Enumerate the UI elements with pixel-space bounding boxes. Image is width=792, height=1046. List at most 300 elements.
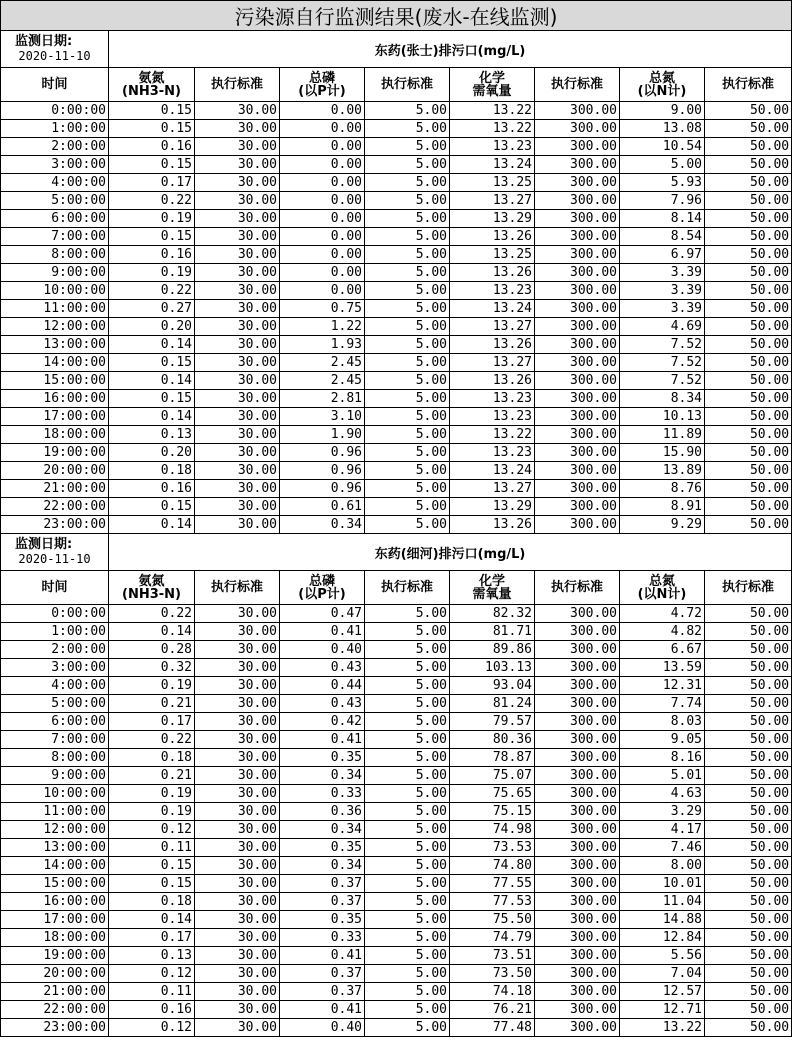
value-cell: 5.00 — [365, 659, 450, 677]
value-cell: 4.82 — [620, 623, 705, 641]
value-cell: 81.24 — [450, 695, 535, 713]
value-cell: 300.00 — [535, 623, 620, 641]
value-cell: 300.00 — [535, 192, 620, 210]
table-row — [1, 138, 792, 156]
value-cell: 30.00 — [195, 174, 280, 192]
value-cell: 13.29 — [450, 210, 535, 228]
value-cell: 30.00 — [195, 138, 280, 156]
value-cell: 300.00 — [535, 516, 620, 534]
time-cell: 22:00:00 — [1, 498, 109, 516]
value-cell: 30.00 — [195, 1001, 280, 1019]
value-cell: 0.00 — [280, 156, 365, 174]
time-cell: 4:00:00 — [1, 677, 109, 695]
table-row — [1, 749, 792, 767]
value-cell: 0.13 — [109, 947, 195, 965]
value-cell: 50.00 — [705, 282, 792, 300]
value-cell: 0.41 — [280, 623, 365, 641]
value-cell: 30.00 — [195, 965, 280, 983]
value-cell: 50.00 — [705, 659, 792, 677]
value-cell: 0.00 — [280, 102, 365, 120]
value-cell: 0.00 — [280, 228, 365, 246]
value-cell: 0.27 — [109, 300, 195, 318]
table-row — [1, 713, 792, 731]
time-cell: 21:00:00 — [1, 480, 109, 498]
value-cell: 5.00 — [365, 1019, 450, 1037]
value-cell: 50.00 — [705, 426, 792, 444]
value-cell: 5.00 — [365, 264, 450, 282]
value-cell: 0.61 — [280, 498, 365, 516]
value-cell: 13.22 — [450, 426, 535, 444]
value-cell: 30.00 — [195, 713, 280, 731]
value-cell: 0.12 — [109, 821, 195, 839]
column-header-line: 总氮 — [648, 573, 675, 589]
value-cell: 30.00 — [195, 264, 280, 282]
value-cell: 13.23 — [450, 390, 535, 408]
value-cell: 30.00 — [195, 300, 280, 318]
value-cell: 300.00 — [535, 713, 620, 731]
value-cell: 1.93 — [280, 336, 365, 354]
table-row — [1, 462, 792, 480]
value-cell: 30.00 — [195, 336, 280, 354]
value-cell: 4.69 — [620, 318, 705, 336]
value-cell: 5.00 — [365, 516, 450, 534]
value-cell: 13.27 — [450, 318, 535, 336]
value-cell: 7.52 — [620, 372, 705, 390]
table-row — [1, 120, 792, 138]
value-cell: 79.57 — [450, 713, 535, 731]
table-row — [1, 318, 792, 336]
time-cell: 1:00:00 — [1, 623, 109, 641]
value-cell: 5.00 — [365, 623, 450, 641]
value-cell: 30.00 — [195, 246, 280, 264]
table-row — [1, 210, 792, 228]
value-cell: 30.00 — [195, 156, 280, 174]
value-cell: 0.44 — [280, 677, 365, 695]
value-cell: 5.00 — [365, 318, 450, 336]
value-cell: 0.34 — [280, 767, 365, 785]
table-row — [1, 354, 792, 372]
value-cell: 0.16 — [109, 480, 195, 498]
time-cell: 11:00:00 — [1, 803, 109, 821]
value-cell: 50.00 — [705, 965, 792, 983]
value-cell: 5.00 — [365, 821, 450, 839]
value-cell: 13.26 — [450, 516, 535, 534]
time-cell: 15:00:00 — [1, 875, 109, 893]
value-cell: 5.00 — [365, 983, 450, 1001]
table-row — [1, 1019, 792, 1037]
table-row — [1, 893, 792, 911]
column-header — [280, 68, 365, 102]
value-cell: 50.00 — [705, 264, 792, 282]
value-cell: 300.00 — [535, 102, 620, 120]
outlet-name: 东药(张士)排污口(mg/L) — [109, 31, 792, 68]
column-header-line: (以N计) — [637, 586, 687, 602]
table-row — [1, 174, 792, 192]
value-cell: 50.00 — [705, 300, 792, 318]
value-cell: 300.00 — [535, 605, 620, 623]
column-header — [450, 571, 535, 605]
value-cell: 300.00 — [535, 300, 620, 318]
column-header-line: (NH3-N) — [122, 586, 181, 602]
value-cell: 89.86 — [450, 641, 535, 659]
column-header-line: 执行标准 — [210, 580, 263, 595]
value-cell: 5.00 — [365, 1001, 450, 1019]
value-cell: 50.00 — [705, 462, 792, 480]
time-cell: 6:00:00 — [1, 713, 109, 731]
value-cell: 75.50 — [450, 911, 535, 929]
value-cell: 0.19 — [109, 210, 195, 228]
value-cell: 8.03 — [620, 713, 705, 731]
table-row — [1, 641, 792, 659]
value-cell: 50.00 — [705, 390, 792, 408]
column-header-line: 总磷 — [308, 70, 335, 86]
value-cell: 0.42 — [280, 713, 365, 731]
column-header — [620, 571, 705, 605]
value-cell: 5.00 — [365, 929, 450, 947]
value-cell: 0.14 — [109, 623, 195, 641]
value-cell: 5.00 — [365, 498, 450, 516]
value-cell: 0.00 — [280, 174, 365, 192]
value-cell: 5.00 — [365, 947, 450, 965]
column-header-line: 化学 — [478, 573, 505, 589]
table-row — [1, 390, 792, 408]
value-cell: 300.00 — [535, 426, 620, 444]
column-header — [280, 571, 365, 605]
time-cell: 2:00:00 — [1, 138, 109, 156]
value-cell: 5.00 — [365, 102, 450, 120]
table-row — [1, 264, 792, 282]
value-cell: 8.76 — [620, 480, 705, 498]
value-cell: 0.22 — [109, 192, 195, 210]
value-cell: 30.00 — [195, 462, 280, 480]
value-cell: 74.18 — [450, 983, 535, 1001]
column-header-row — [1, 68, 792, 102]
table-row — [1, 192, 792, 210]
time-cell: 10:00:00 — [1, 785, 109, 803]
value-cell: 300.00 — [535, 480, 620, 498]
value-cell: 5.00 — [365, 354, 450, 372]
table-row — [1, 731, 792, 749]
value-cell: 0.20 — [109, 318, 195, 336]
value-cell: 50.00 — [705, 1019, 792, 1037]
table-row — [1, 695, 792, 713]
value-cell: 50.00 — [705, 246, 792, 264]
value-cell: 0.33 — [280, 929, 365, 947]
value-cell: 0.32 — [109, 659, 195, 677]
time-cell: 14:00:00 — [1, 857, 109, 875]
value-cell: 7.52 — [620, 354, 705, 372]
value-cell: 50.00 — [705, 228, 792, 246]
time-cell: 9:00:00 — [1, 264, 109, 282]
value-cell: 0.37 — [280, 875, 365, 893]
value-cell: 5.00 — [365, 839, 450, 857]
value-cell: 0.00 — [280, 192, 365, 210]
value-cell: 30.00 — [195, 641, 280, 659]
value-cell: 75.15 — [450, 803, 535, 821]
value-cell: 7.74 — [620, 695, 705, 713]
value-cell: 50.00 — [705, 767, 792, 785]
value-cell: 4.17 — [620, 821, 705, 839]
column-header — [365, 571, 450, 605]
value-cell: 30.00 — [195, 282, 280, 300]
value-cell: 0.41 — [280, 731, 365, 749]
value-cell: 80.36 — [450, 731, 535, 749]
value-cell: 5.93 — [620, 174, 705, 192]
value-cell: 30.00 — [195, 120, 280, 138]
value-cell: 300.00 — [535, 318, 620, 336]
value-cell: 0.40 — [280, 1019, 365, 1037]
value-cell: 74.79 — [450, 929, 535, 947]
column-header-line: 执行标准 — [722, 77, 775, 92]
column-header-line: 时间 — [41, 77, 68, 92]
value-cell: 50.00 — [705, 156, 792, 174]
table-row — [1, 767, 792, 785]
table-row — [1, 336, 792, 354]
value-cell: 5.00 — [365, 803, 450, 821]
value-cell: 8.34 — [620, 390, 705, 408]
value-cell: 50.00 — [705, 138, 792, 156]
value-cell: 0.41 — [280, 947, 365, 965]
value-cell: 300.00 — [535, 929, 620, 947]
date-label: 监测日期: — [15, 537, 73, 552]
value-cell: 50.00 — [705, 641, 792, 659]
value-cell: 0.15 — [109, 875, 195, 893]
value-cell: 73.50 — [450, 965, 535, 983]
outlet-name: 东药(细河)排污口(mg/L) — [109, 534, 792, 571]
value-cell: 300.00 — [535, 462, 620, 480]
time-cell: 8:00:00 — [1, 749, 109, 767]
column-header-line: 氨氮 — [138, 70, 165, 86]
value-cell: 0.15 — [109, 354, 195, 372]
value-cell: 300.00 — [535, 947, 620, 965]
value-cell: 13.29 — [450, 498, 535, 516]
time-cell: 2:00:00 — [1, 641, 109, 659]
time-cell: 18:00:00 — [1, 426, 109, 444]
column-header — [1, 68, 109, 102]
value-cell: 5.00 — [365, 641, 450, 659]
time-cell: 12:00:00 — [1, 821, 109, 839]
table-row — [1, 929, 792, 947]
value-cell: 6.67 — [620, 641, 705, 659]
value-cell: 300.00 — [535, 1001, 620, 1019]
value-cell: 50.00 — [705, 983, 792, 1001]
value-cell: 30.00 — [195, 875, 280, 893]
time-cell: 11:00:00 — [1, 300, 109, 318]
value-cell: 13.26 — [450, 372, 535, 390]
value-cell: 13.26 — [450, 336, 535, 354]
time-cell: 4:00:00 — [1, 174, 109, 192]
value-cell: 7.04 — [620, 965, 705, 983]
value-cell: 50.00 — [705, 875, 792, 893]
value-cell: 74.98 — [450, 821, 535, 839]
column-header-line: 执行标准 — [550, 77, 603, 92]
value-cell: 300.00 — [535, 228, 620, 246]
value-cell: 0.34 — [280, 821, 365, 839]
value-cell: 50.00 — [705, 210, 792, 228]
value-cell: 50.00 — [705, 408, 792, 426]
column-header-line: 总磷 — [308, 573, 335, 589]
value-cell: 11.89 — [620, 426, 705, 444]
table-row — [1, 102, 792, 120]
value-cell: 13.27 — [450, 192, 535, 210]
value-cell: 13.24 — [450, 156, 535, 174]
value-cell: 73.53 — [450, 839, 535, 857]
value-cell: 3.10 — [280, 408, 365, 426]
value-cell: 300.00 — [535, 498, 620, 516]
column-header-line: 执行标准 — [380, 77, 433, 92]
value-cell: 8.16 — [620, 749, 705, 767]
column-header-line: 执行标准 — [550, 580, 603, 595]
table-row — [1, 228, 792, 246]
value-cell: 13.27 — [450, 354, 535, 372]
table-row — [1, 821, 792, 839]
value-cell: 5.00 — [365, 965, 450, 983]
value-cell: 6.97 — [620, 246, 705, 264]
value-cell: 78.87 — [450, 749, 535, 767]
value-cell: 30.00 — [195, 893, 280, 911]
value-cell: 77.48 — [450, 1019, 535, 1037]
time-cell: 21:00:00 — [1, 983, 109, 1001]
value-cell: 300.00 — [535, 372, 620, 390]
column-header — [365, 68, 450, 102]
time-cell: 16:00:00 — [1, 893, 109, 911]
value-cell: 0.43 — [280, 695, 365, 713]
value-cell: 5.00 — [365, 875, 450, 893]
value-cell: 5.00 — [365, 713, 450, 731]
time-cell: 13:00:00 — [1, 839, 109, 857]
monitoring-date-cell — [1, 31, 109, 68]
value-cell: 30.00 — [195, 408, 280, 426]
table-row — [1, 983, 792, 1001]
value-cell: 30.00 — [195, 498, 280, 516]
value-cell: 12.31 — [620, 677, 705, 695]
value-cell: 0.12 — [109, 965, 195, 983]
value-cell: 300.00 — [535, 767, 620, 785]
value-cell: 93.04 — [450, 677, 535, 695]
value-cell: 30.00 — [195, 821, 280, 839]
column-header — [1, 571, 109, 605]
value-cell: 13.25 — [450, 246, 535, 264]
value-cell: 0.21 — [109, 695, 195, 713]
title-row — [1, 1, 792, 31]
column-header — [109, 571, 195, 605]
value-cell: 0.14 — [109, 516, 195, 534]
value-cell: 0.41 — [280, 1001, 365, 1019]
value-cell: 300.00 — [535, 264, 620, 282]
value-cell: 7.52 — [620, 336, 705, 354]
value-cell: 5.00 — [365, 174, 450, 192]
value-cell: 50.00 — [705, 354, 792, 372]
value-cell: 3.39 — [620, 282, 705, 300]
value-cell: 0.15 — [109, 120, 195, 138]
value-cell: 5.00 — [365, 893, 450, 911]
time-cell: 7:00:00 — [1, 228, 109, 246]
value-cell: 8.91 — [620, 498, 705, 516]
table-row — [1, 498, 792, 516]
table-row — [1, 623, 792, 641]
column-header — [620, 68, 705, 102]
value-cell: 50.00 — [705, 623, 792, 641]
value-cell: 0.22 — [109, 731, 195, 749]
time-cell: 12:00:00 — [1, 318, 109, 336]
value-cell: 0.14 — [109, 372, 195, 390]
value-cell: 0.37 — [280, 893, 365, 911]
table-row — [1, 480, 792, 498]
value-cell: 300.00 — [535, 821, 620, 839]
value-cell: 5.00 — [365, 695, 450, 713]
monitoring-date-cell — [1, 534, 109, 571]
value-cell: 81.71 — [450, 623, 535, 641]
value-cell: 0.43 — [280, 659, 365, 677]
value-cell: 0.19 — [109, 785, 195, 803]
value-cell: 5.00 — [365, 785, 450, 803]
column-header — [705, 571, 792, 605]
value-cell: 0.00 — [280, 264, 365, 282]
value-cell: 30.00 — [195, 857, 280, 875]
value-cell: 10.01 — [620, 875, 705, 893]
value-cell: 0.00 — [280, 246, 365, 264]
value-cell: 30.00 — [195, 659, 280, 677]
value-cell: 0.13 — [109, 426, 195, 444]
value-cell: 300.00 — [535, 354, 620, 372]
table-row — [1, 803, 792, 821]
value-cell: 50.00 — [705, 731, 792, 749]
value-cell: 0.37 — [280, 983, 365, 1001]
time-cell: 17:00:00 — [1, 408, 109, 426]
value-cell: 50.00 — [705, 821, 792, 839]
time-cell: 23:00:00 — [1, 1019, 109, 1037]
value-cell: 0.40 — [280, 641, 365, 659]
value-cell: 0.15 — [109, 857, 195, 875]
column-header-line: 氨氮 — [138, 573, 165, 589]
value-cell: 30.00 — [195, 210, 280, 228]
value-cell: 0.00 — [280, 120, 365, 138]
value-cell: 11.04 — [620, 893, 705, 911]
value-cell: 5.00 — [365, 300, 450, 318]
value-cell: 0.18 — [109, 749, 195, 767]
value-cell: 2.45 — [280, 372, 365, 390]
table-row — [1, 857, 792, 875]
value-cell: 50.00 — [705, 911, 792, 929]
value-cell: 30.00 — [195, 695, 280, 713]
value-cell: 13.22 — [620, 1019, 705, 1037]
value-cell: 50.00 — [705, 677, 792, 695]
value-cell: 5.00 — [365, 138, 450, 156]
table-row — [1, 372, 792, 390]
value-cell: 0.34 — [280, 516, 365, 534]
value-cell: 0.16 — [109, 246, 195, 264]
value-cell: 300.00 — [535, 1019, 620, 1037]
value-cell: 5.00 — [365, 462, 450, 480]
value-cell: 0.35 — [280, 839, 365, 857]
value-cell: 300.00 — [535, 641, 620, 659]
time-cell: 20:00:00 — [1, 462, 109, 480]
value-cell: 1.90 — [280, 426, 365, 444]
value-cell: 0.00 — [280, 282, 365, 300]
table-row — [1, 605, 792, 623]
value-cell: 0.35 — [280, 749, 365, 767]
value-cell: 30.00 — [195, 983, 280, 1001]
column-header-line: 执行标准 — [722, 580, 775, 595]
table-row — [1, 677, 792, 695]
value-cell: 82.32 — [450, 605, 535, 623]
value-cell: 0.19 — [109, 677, 195, 695]
time-cell: 15:00:00 — [1, 372, 109, 390]
table-row — [1, 1001, 792, 1019]
value-cell: 5.00 — [365, 767, 450, 785]
value-cell: 0.14 — [109, 408, 195, 426]
value-cell: 30.00 — [195, 318, 280, 336]
